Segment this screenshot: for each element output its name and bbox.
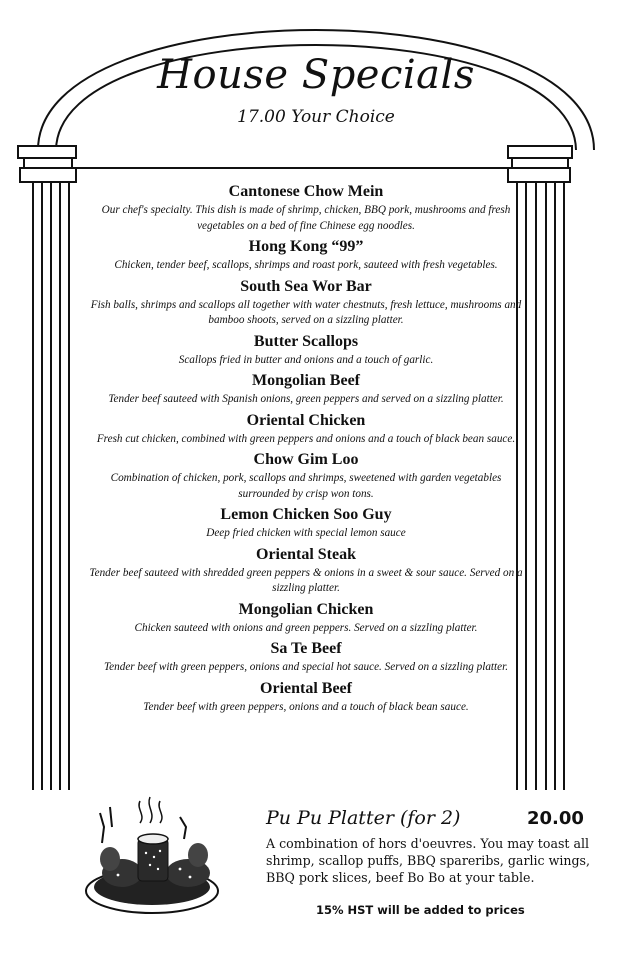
item-description: Tender beef with green peppers, onions and special hot sauce. Served on a sizzling platter. bbox=[103, 661, 509, 673]
menu-item bbox=[86, 371, 526, 408]
item-name: South Sea Wor Bar bbox=[240, 277, 372, 295]
item-name: Chow Gim Loo bbox=[253, 451, 359, 468]
item-description: Tender beef sauteed with shredded green peppers & onions in a sweet & sour sauce. Served on a sizzling platter. bbox=[89, 566, 523, 594]
item-name: Oriental Chicken bbox=[246, 411, 366, 429]
menu-item bbox=[86, 237, 526, 274]
item-description: Tender beef with green peppers, onions and a touch of black bean sauce. bbox=[143, 700, 469, 713]
menu-item bbox=[86, 505, 526, 542]
item-name: Cantonese Chow Mein bbox=[228, 183, 384, 200]
item-name: Hong Kong “99” bbox=[248, 238, 364, 255]
platter-description: A combination of hors d'oeuvres. You may toast all shrimp, scallop puffs, BBQ spareribs, garlic wings, BBQ pork slices, beef Bo Bo at your table. bbox=[266, 836, 591, 885]
item-description: Our chef's specialty. This dish is made of shrimp, chicken, BBQ pork, mushrooms and fresh vegetables on a bed of fine Chinese egg noodles. bbox=[101, 204, 511, 232]
menu-item bbox=[86, 545, 526, 597]
menu-item bbox=[86, 332, 526, 369]
item-name: Oriental Beef bbox=[260, 679, 352, 697]
item-description: Chicken, tender beef, scallops, shrimps and roast pork, sauteed with fresh vegetables. bbox=[114, 259, 498, 271]
item-description: Combination of chicken, pork, scallops and shrimps, sweetened with garden vegetables surrounded by crisp won tons. bbox=[110, 472, 502, 500]
platter-name: Pu Pu Platter (for 2) bbox=[266, 807, 461, 829]
menu-item bbox=[86, 450, 526, 502]
item-description: Scallops fried in butter and onions and a touch of garlic. bbox=[178, 353, 434, 366]
platter-price: 20.00 bbox=[527, 808, 584, 829]
item-description: Fish balls, shrimps and scallops all together with water chestnuts, fresh lettuce, mushrooms and bamboo shoots, served on a sizzling platter. bbox=[90, 298, 522, 326]
tax-note: 15% HST will be added to prices bbox=[316, 903, 525, 917]
pupu-platter-illustration bbox=[80, 793, 230, 919]
menu-item bbox=[86, 411, 526, 448]
item-description: Fresh cut chicken, combined with green peppers and onions and a touch of black bean sauce. bbox=[96, 432, 516, 445]
item-name: Sa Te Beef bbox=[270, 640, 342, 657]
menu-item bbox=[86, 639, 526, 676]
item-description: Deep fried chicken with special lemon sauce bbox=[206, 527, 406, 539]
item-description: Chicken sauteed with onions and green peppers. Served on a sizzling platter. bbox=[134, 621, 478, 634]
page-title: House Specials bbox=[157, 52, 475, 98]
item-name: Mongolian Beef bbox=[252, 372, 360, 389]
item-name: Lemon Chicken Soo Guy bbox=[220, 506, 392, 523]
item-name: Butter Scallops bbox=[253, 332, 359, 350]
item-name: Mongolian Chicken bbox=[238, 600, 374, 618]
menu-items bbox=[86, 182, 526, 718]
menu-item bbox=[86, 277, 526, 329]
menu-item bbox=[86, 182, 526, 234]
item-description: Tender beef sauteed with Spanish onions, green peppers and served on a sizzling platter. bbox=[108, 393, 504, 405]
item-name: Oriental Steak bbox=[256, 545, 356, 563]
menu-item bbox=[86, 679, 526, 716]
price-subtitle: 17.00 Your Choice bbox=[237, 107, 395, 127]
menu-item bbox=[86, 600, 526, 637]
